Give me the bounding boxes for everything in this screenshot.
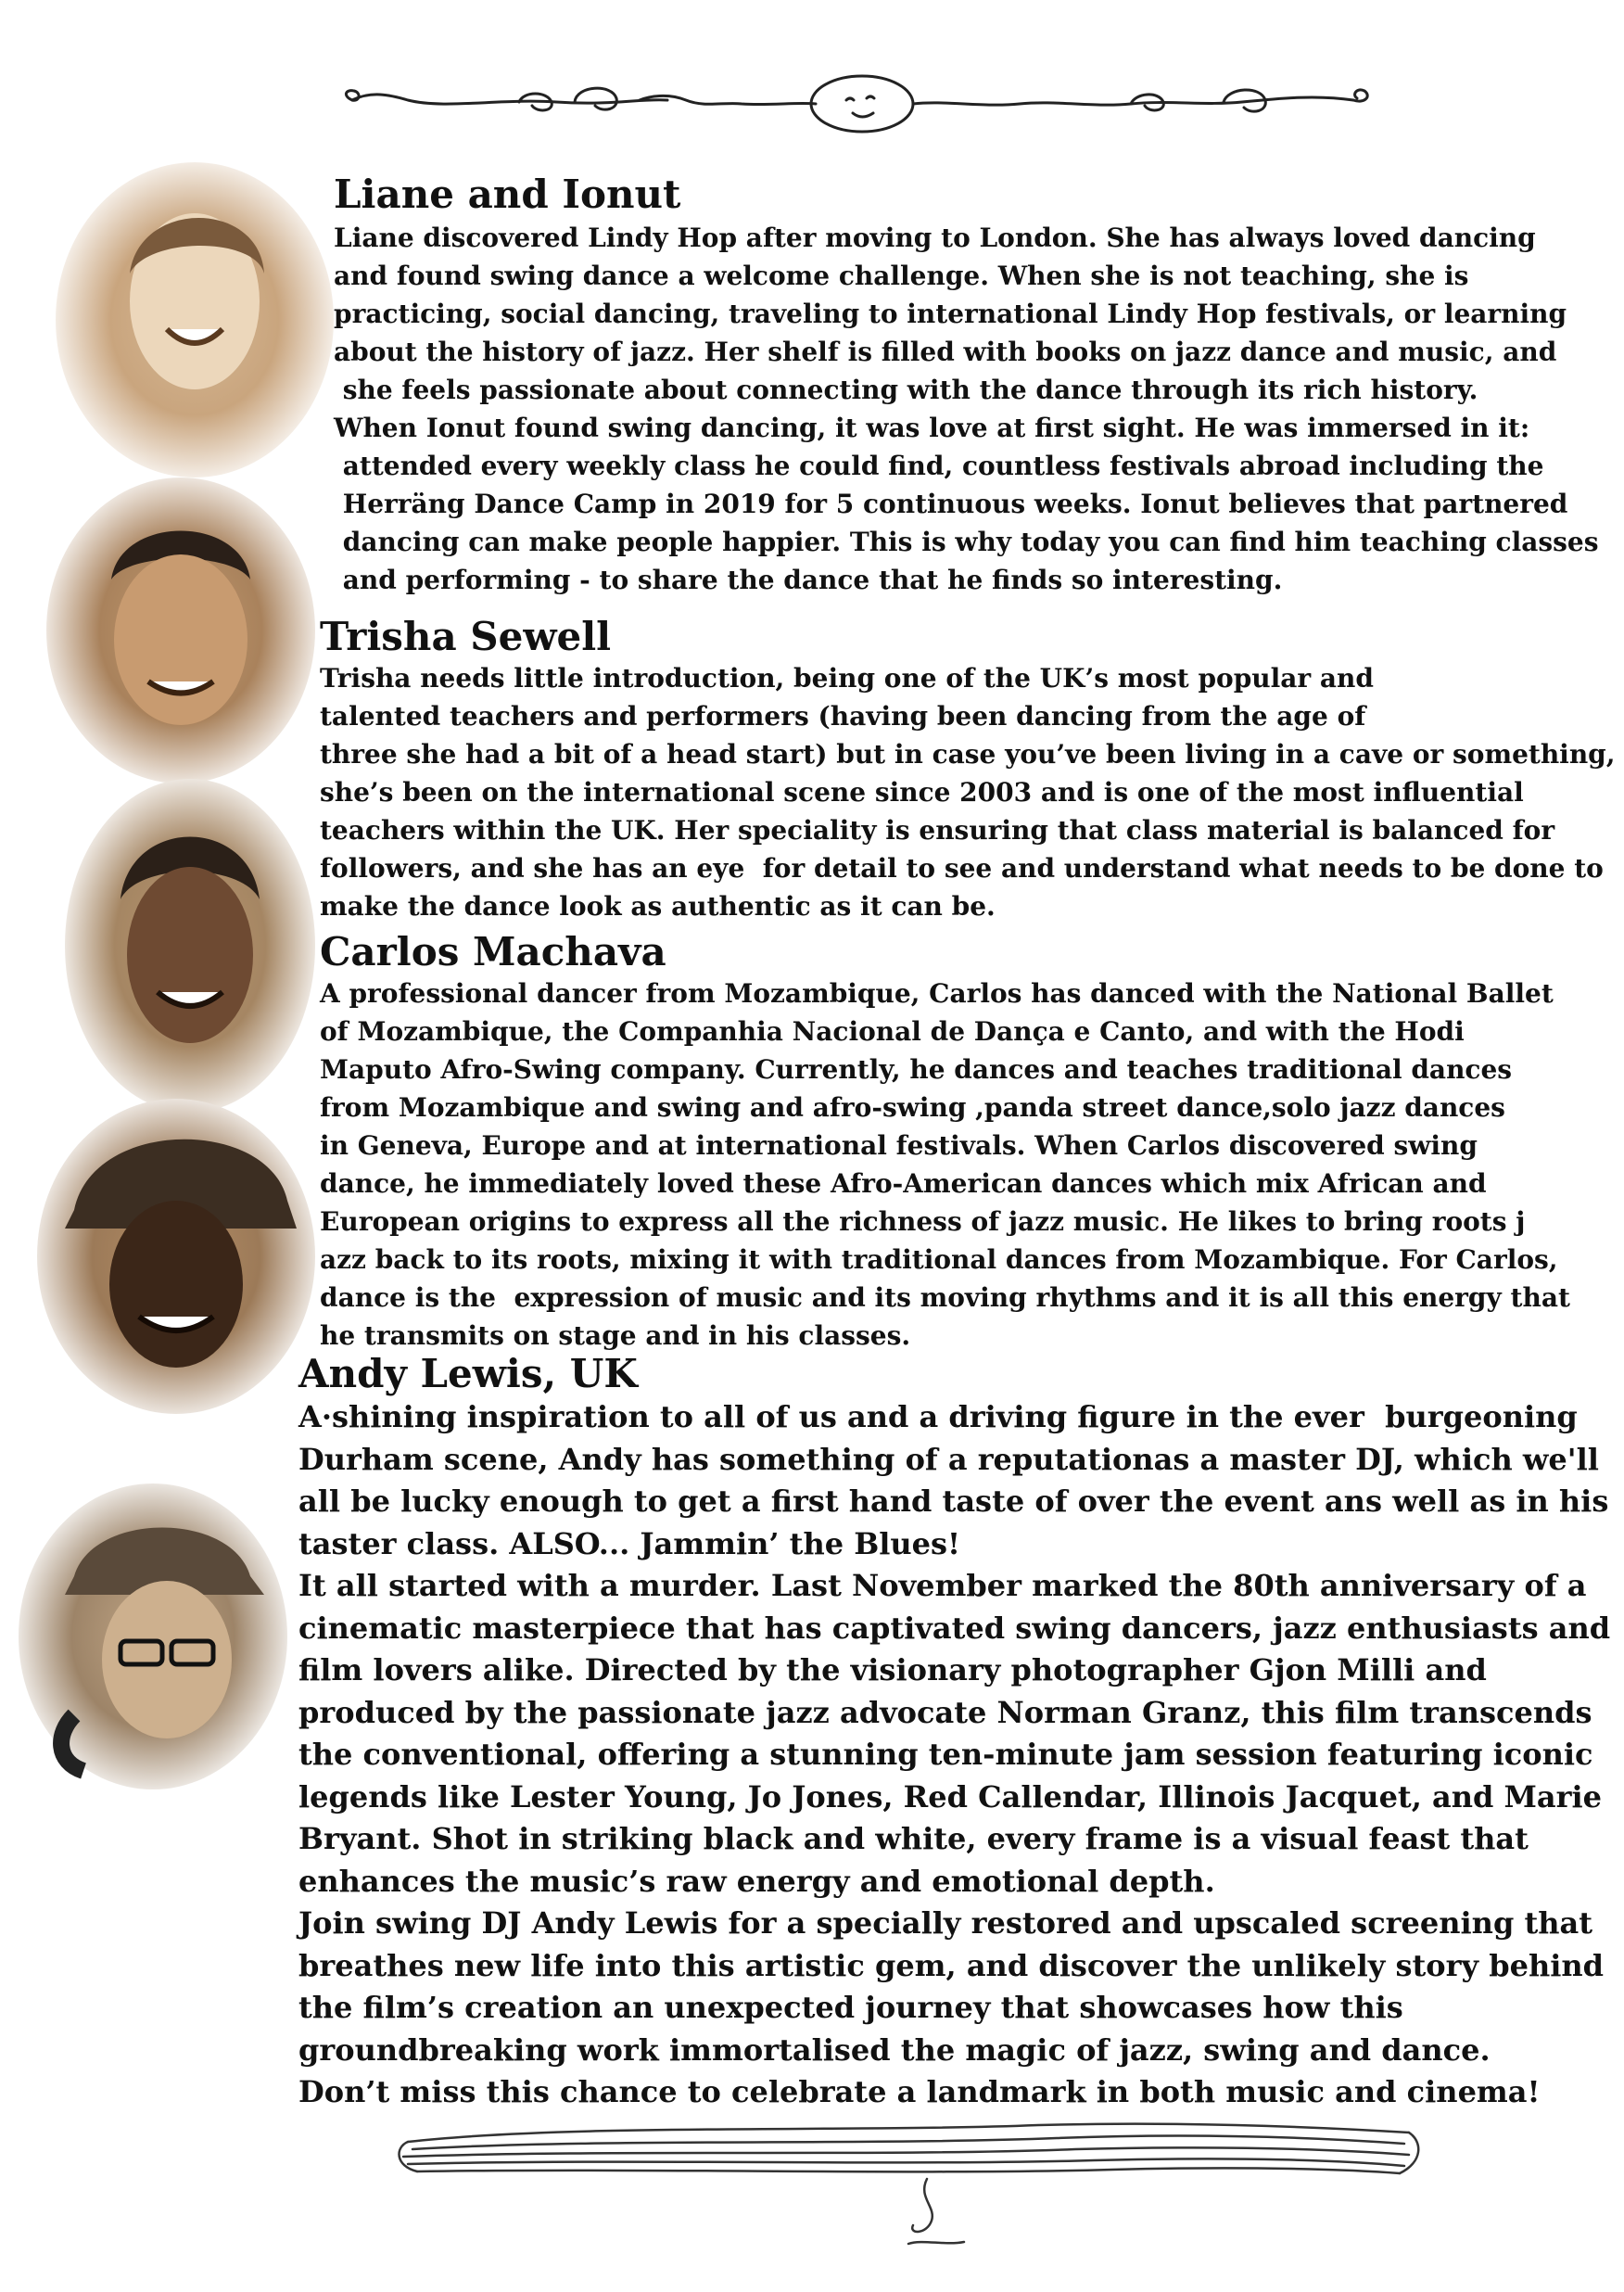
paragraph-line: Join swing DJ Andy Lewis for a specially restored and upscaled screening that [298, 1905, 1593, 1942]
paragraph-line: from Mozambique and swing and afro-swing ,panda street dance,solo jazz dances [320, 1092, 1505, 1124]
paragraph-line: produced by the passionate jazz advocate Norman Granz, this film transcends [298, 1694, 1592, 1730]
bottom-scroll-ornament [389, 2105, 1427, 2272]
paragraph-line: dance, he immediately loved these Afro-American dances which mix African and [320, 1168, 1487, 1200]
paragraph-line: she feels passionate about connecting with the dance through its rich history. [334, 375, 1478, 406]
paragraph-line: azz back to its roots, mixing it with traditional dances from Mozambique. For Carlos, [320, 1244, 1558, 1276]
paragraph-line: enhances the music’s raw energy and emotional depth. [298, 1863, 1215, 1899]
paragraph-line: he transmits on stage and in his classes. [320, 1320, 911, 1352]
paragraph-line: talented teachers and performers (having been dancing from the age of [320, 701, 1366, 732]
paragraph-line: attended every weekly class he could find, countless festivals abroad including the [334, 451, 1544, 482]
paragraph-line: taster class. ALSO... Jammin’ the Blues! [298, 1525, 961, 1561]
paragraph-line: Bryant. Shot in striking black and white, every frame is a visual feast that [298, 1821, 1529, 1857]
paragraph-line: in Geneva, Europe and at international festivals. When Carlos discovered swing [320, 1130, 1478, 1162]
paragraph-line: dance is the expression of music and its moving rhythms and it is all this energy that [320, 1282, 1570, 1314]
paragraph-line: A·shining inspiration to all of us and a driving figure in the ever burgeoning [298, 1399, 1578, 1435]
section-carlos-machava [320, 929, 1570, 1355]
paragraph-line: about the history of jazz. Her shelf is filled with books on jazz dance and music, and [334, 337, 1557, 368]
paragraph-line: cinematic masterpiece that has captivated swing dancers, jazz enthusiasts and [298, 1610, 1611, 1646]
trisha-portrait-photo [65, 779, 315, 1113]
paragraph-line: breathes new life into this artistic gem, and discover the unlikely story behind [298, 1947, 1604, 1983]
paragraph-line: the conventional, offering a stunning ten-minute jam session featuring iconic [298, 1737, 1593, 1773]
paragraph-line: Don’t miss this chance to celebrate a landmark in both music and cinema! [298, 2074, 1541, 2110]
paragraph-line: teachers within the UK. Her speciality is ensuring that class material is balanced for [320, 815, 1555, 847]
paragraph-line: of Mozambique, the Companhia Nacional de Dança e Canto, and with the Hodi [320, 1016, 1465, 1048]
paragraph-line: When Ionut found swing dancing, it was love at first sight. He was immersed in it: [334, 413, 1530, 444]
paragraph-line: make the dance look as authentic as it can be. [320, 891, 996, 923]
section-heading: Carlos Machava [320, 929, 666, 974]
paragraph-line: film lovers alike. Directed by the visionary photographer Gjon Milli and [298, 1652, 1487, 1688]
paragraph-line: followers, and she has an eye for detail to see and understand what needs to be done to [320, 853, 1604, 885]
carlos-portrait-photo [37, 1099, 315, 1414]
section-liane-and-ionut [334, 174, 1598, 599]
section-heading: Andy Lewis, UK [298, 1351, 638, 1396]
paragraph-line: European origins to express all the richness of jazz music. He likes to bring roots j [320, 1206, 1526, 1238]
paragraph-line: all be lucky enough to get a first hand taste of over the event ans well as in his [298, 1483, 1609, 1520]
top-flourish-ornament [334, 65, 1390, 139]
paragraph-line: groundbreaking work immortalised the magic of jazz, swing and dance. [298, 2031, 1491, 2068]
paragraph-line: she’s been on the international scene since 2003 and is one of the most influential [320, 777, 1524, 809]
paragraph-line: Liane discovered Lindy Hop after moving to London. She has always loved dancing [334, 223, 1536, 254]
paragraph-line: practicing, social dancing, traveling to international Lindy Hop festivals, or learning [334, 299, 1567, 330]
ionut-portrait-photo [46, 478, 315, 783]
section-andy-lewis [298, 1351, 1611, 2114]
section-heading: Trisha Sewell [320, 614, 612, 659]
paragraph-line: Maputo Afro-Swing company. Currently, he dances and teaches traditional dances [320, 1054, 1513, 1086]
section-trisha-sewell [320, 614, 1616, 925]
paragraph-line: dancing can make people happier. This is why today you can find him teaching classes [334, 527, 1599, 558]
paragraph-line: legends like Lester Young, Jo Jones, Red Callendar, Illinois Jacquet, and Marie [298, 1778, 1603, 1814]
paragraph-line: It all started with a murder. Last November marked the 80th anniversary of a [298, 1568, 1587, 1604]
paragraph-line: three she had a bit of a head start) but in case you’ve been living in a cave or something, [320, 739, 1616, 770]
liane-portrait-photo [56, 162, 334, 478]
paragraph-line: and found swing dance a welcome challenge. When she is not teaching, she is [334, 261, 1469, 292]
section-heading: Liane and Ionut [334, 172, 681, 217]
paragraph-line: and performing - to share the dance that he finds so interesting. [334, 565, 1283, 596]
paragraph-line: Herräng Dance Camp in 2019 for 5 continuous weeks. Ionut believes that partnered [334, 489, 1568, 520]
paragraph-line: Trisha needs little introduction, being one of the UK’s most popular and [320, 663, 1374, 694]
paragraph-line: the film’s creation an unexpected journey that showcases how this [298, 1990, 1403, 2026]
paragraph-line: Durham scene, Andy has something of a reputationas a master DJ, which we'll [298, 1441, 1599, 1477]
paragraph-line: A professional dancer from Mozambique, Carlos has danced with the National Ballet [320, 978, 1554, 1010]
andy-portrait-photo [19, 1483, 287, 1789]
